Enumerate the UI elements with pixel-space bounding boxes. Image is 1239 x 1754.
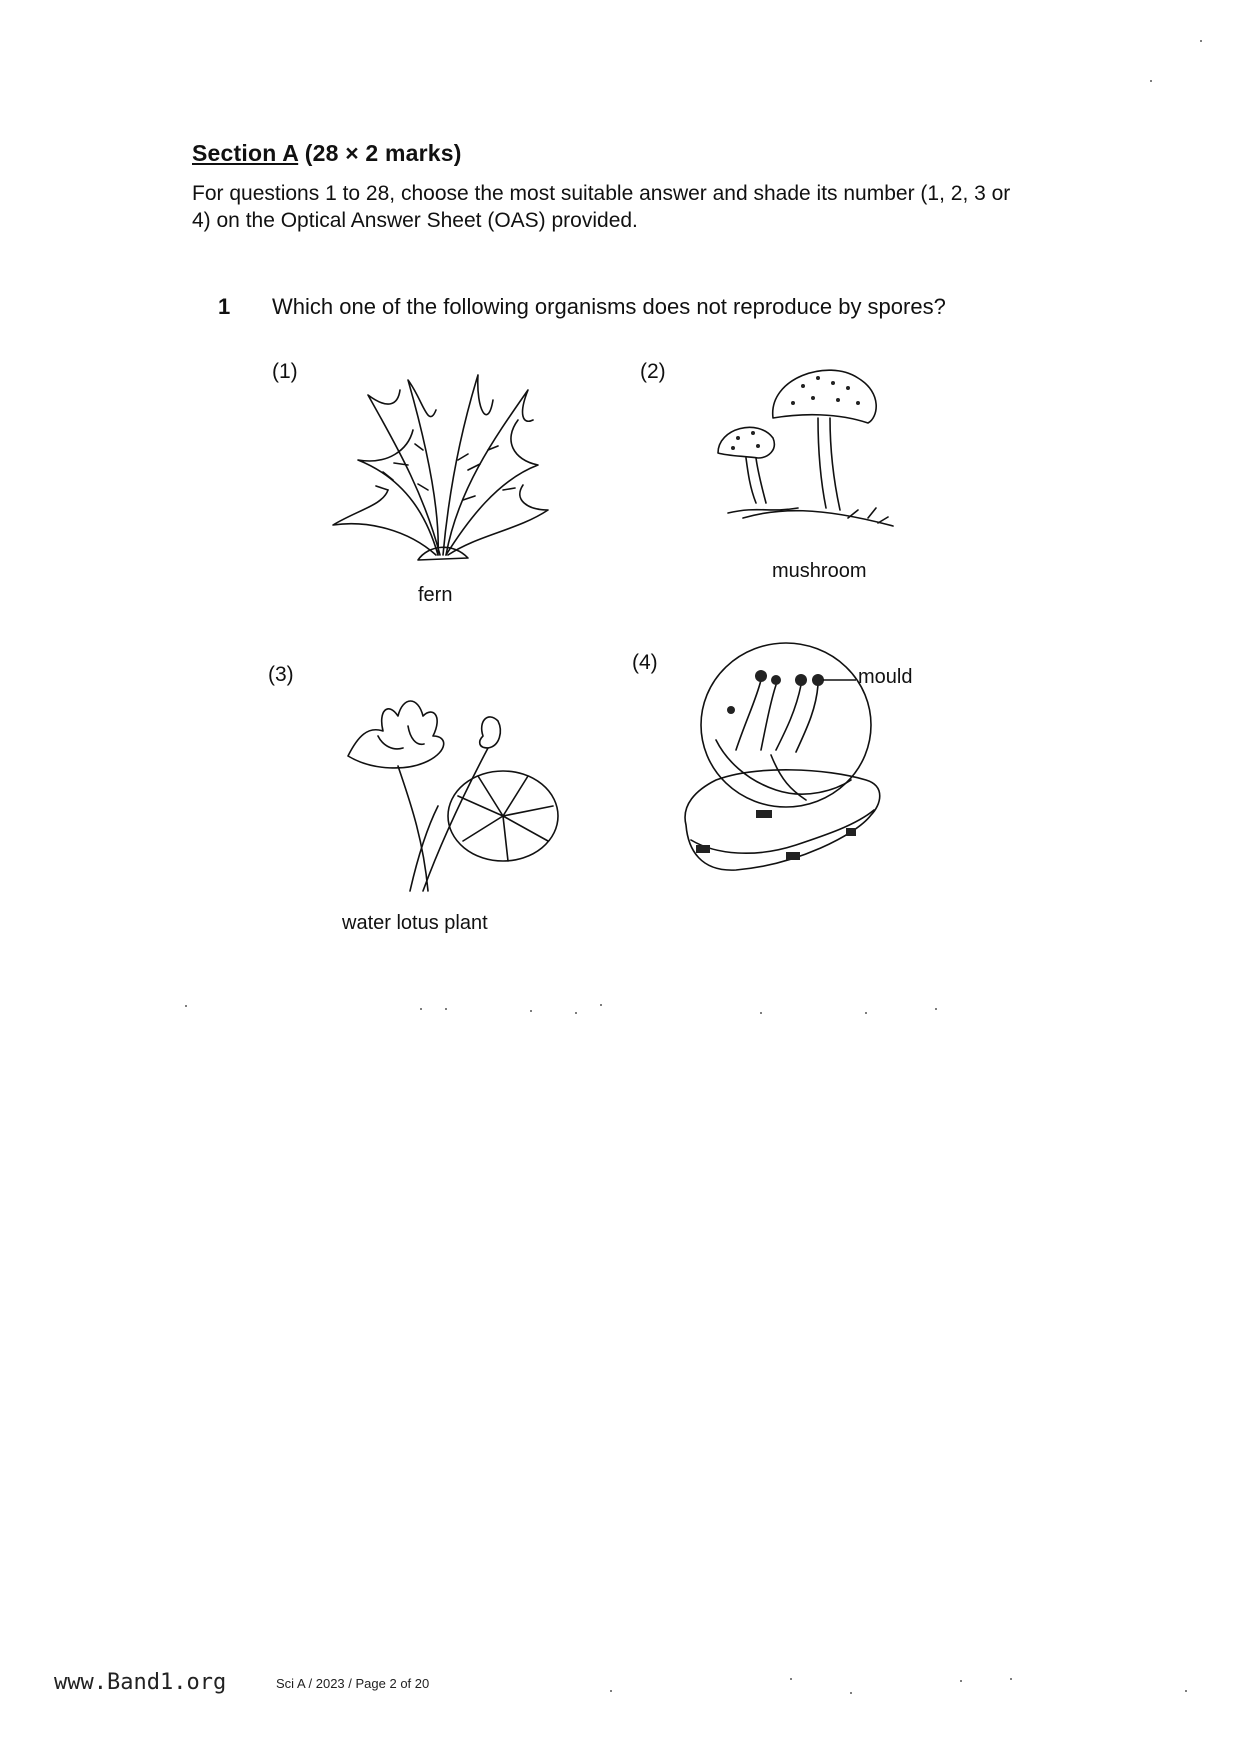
section-marks: (28 × 2 marks) (298, 140, 462, 166)
scan-speck (575, 1012, 577, 1014)
option-3-caption: water lotus plant (342, 912, 488, 934)
question-text: Which one of the following organisms does not reproduce by spores? (272, 294, 946, 319)
mould-annotation: mould (858, 666, 913, 688)
scan-speck (600, 1004, 602, 1006)
option-4-label: (4) (632, 651, 658, 674)
scan-speck (960, 1680, 962, 1682)
section-heading (192, 140, 462, 167)
question-number: 1 (218, 294, 231, 319)
scan-speck (790, 1678, 792, 1680)
mushroom-icon (708, 358, 908, 538)
scan-speck (1010, 1678, 1012, 1680)
footer-website: www.Band1.org (54, 1670, 227, 1695)
fern-icon (328, 370, 558, 565)
instruction-line-1: For questions 1 to 28, choose the most suitable answer and shade its number (1, 2, 3 or (192, 182, 1011, 205)
footer-page-info: Sci A / 2023 / Page 2 of 20 (276, 1676, 430, 1691)
scan-speck (1200, 40, 1202, 42)
scan-speck (1185, 1690, 1187, 1692)
option-3-label: (3) (268, 663, 294, 686)
instruction-line-2: 4) on the Optical Answer Sheet (OAS) provided. (192, 209, 638, 232)
scan-speck (610, 1690, 612, 1692)
scan-speck (1150, 80, 1152, 82)
instructions (192, 180, 1112, 234)
option-2-label: (2) (640, 360, 666, 383)
scan-speck (530, 1010, 532, 1012)
scan-speck (185, 1005, 187, 1007)
scan-speck (935, 1008, 937, 1010)
option-2-caption: mushroom (772, 560, 867, 582)
section-title: Section A (192, 140, 299, 166)
scan-speck (865, 1012, 867, 1014)
scan-speck (420, 1008, 422, 1010)
option-1-caption: fern (418, 584, 453, 606)
lotus-icon (328, 676, 558, 896)
scan-speck (850, 1692, 852, 1694)
scan-speck (445, 1008, 447, 1010)
option-1-label: (1) (272, 360, 298, 383)
scan-speck (760, 1012, 762, 1014)
